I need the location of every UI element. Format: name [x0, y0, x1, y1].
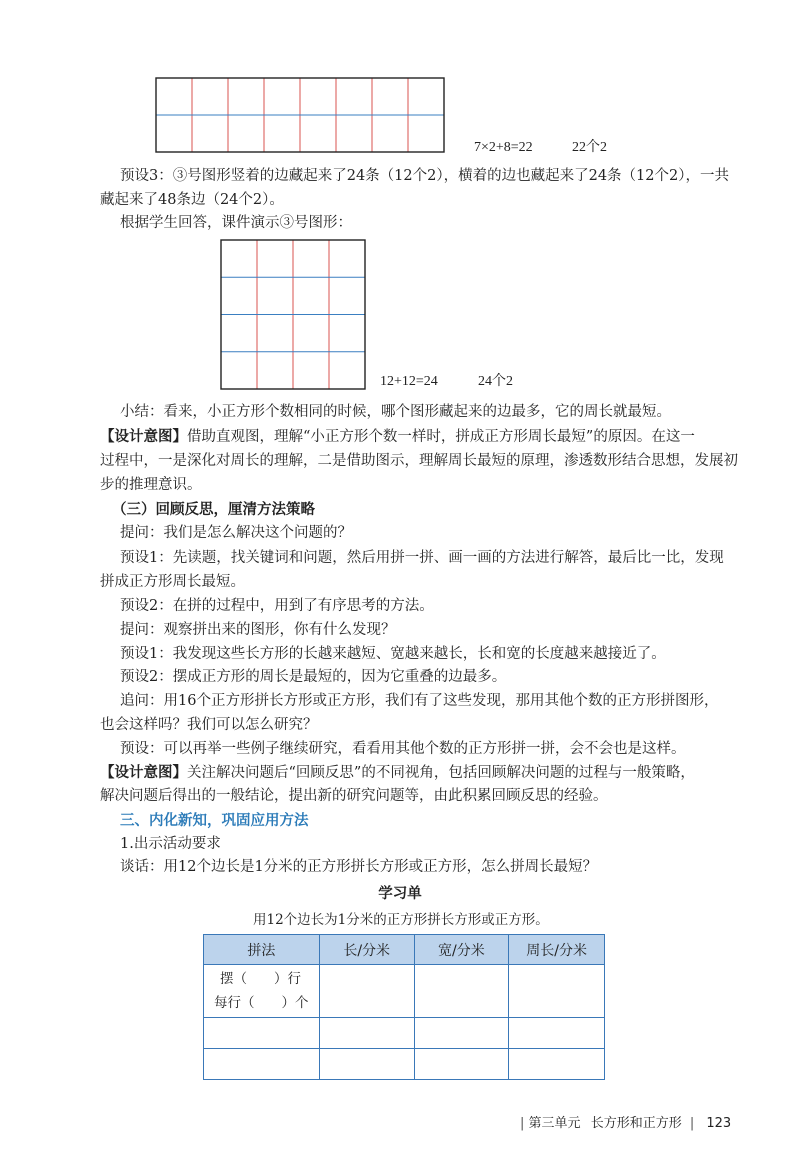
- preset3-line1: 预设3：③号图形竖着的边藏起来了24条（12个2），横着的边也藏起来了24条（12个2），一共: [120, 168, 729, 184]
- question1: 提问：我们是怎么解决这个问题的？: [120, 525, 352, 541]
- header-method: 拼法: [204, 935, 320, 965]
- length-cell[interactable]: [319, 1018, 414, 1049]
- rows-fill-blank[interactable]: 摆（ ）行: [220, 971, 301, 987]
- grid-figure-2x8: [155, 77, 445, 153]
- design-intent-label: 【设计意图】: [100, 428, 187, 445]
- table-row: [204, 1018, 605, 1049]
- worksheet-subtitle: 用12个边长为1分米的正方形拼长方形或正方形。: [253, 912, 549, 928]
- part3-title: 三、内化新知，巩固应用方法: [120, 813, 309, 829]
- worksheet-table: [203, 934, 605, 1080]
- table-header-row: [204, 935, 605, 965]
- header-length: 长/分米: [319, 935, 414, 965]
- table-row: [204, 965, 605, 1018]
- demo-text: 根据学生回答，课件演示③号图形：: [120, 215, 352, 231]
- figure1-formula: 7×2+8=22: [474, 140, 533, 155]
- finding1: 预设1：我发现这些长方形的长越来越短、宽越来越长，长和宽的长度越来越接近了。: [120, 646, 666, 662]
- perimeter-cell[interactable]: [509, 1018, 605, 1049]
- width-cell[interactable]: [414, 965, 509, 1018]
- figure2-formula: 12+12=24: [380, 374, 438, 389]
- page-footer: | 第三单元 长方形和正方形 | 123: [520, 1116, 732, 1131]
- figure2-count: 24个2: [478, 374, 513, 389]
- length-cell[interactable]: [319, 1049, 414, 1080]
- design-intent-2-line1: 【设计意图】关注解决问题后“回顾反思”的不同视角，包括回顾解决问题的过程与一般策略，: [100, 764, 695, 781]
- figure1-count: 22个2: [572, 140, 607, 155]
- design-intent-1-line3: 步的推理意识。: [100, 477, 202, 493]
- answer1-line1: 预设1：先读题，找关键词和问题，然后用拼一拼、画一画的方法进行解答，最后比一比，发现: [120, 550, 724, 566]
- method-cell[interactable]: [204, 1018, 320, 1049]
- design-intent-label: 【设计意图】: [100, 764, 187, 781]
- header-perimeter: 周长/分米: [509, 935, 605, 965]
- design-intent-2-line2: 解决问题后得出的一般结论，提出新的研究问题等，由此积累回顾反思的经验。: [100, 788, 608, 804]
- preset-continue: 预设：可以再举一些例子继续研究，看看用其他个数的正方形拼一拼，会不会也是这样。: [120, 741, 686, 757]
- perimeter-cell[interactable]: [509, 1049, 605, 1080]
- page-number: 123: [706, 1116, 732, 1131]
- question3-line2: 也会这样吗？我们可以怎么研究？: [100, 717, 318, 733]
- finding2: 预设2：摆成正方形的周长是最短的，因为它重叠的边最多。: [120, 669, 507, 685]
- talk-text: 谈话：用12个边长是1分米的正方形拼长方形或正方形，怎么拼周长最短？: [120, 859, 598, 875]
- header-width: 宽/分米: [414, 935, 509, 965]
- answer1-line2: 拼成正方形周长最短。: [100, 574, 245, 590]
- grid-figure-4x4: [220, 239, 366, 390]
- worksheet-title: 学习单: [378, 886, 422, 902]
- footer-chapter: 长方形和正方形: [590, 1116, 682, 1131]
- footer-unit: 第三单元: [528, 1116, 581, 1131]
- question3-line1: 追问：用16个正方形拼长方形或正方形，我们有了这些发现，那用其他个数的正方形拼图形，: [120, 693, 719, 709]
- section3-title: （三）回顾反思，厘清方法策略: [112, 501, 315, 518]
- summary-text: 小结：看来，小正方形个数相同的时候，哪个图形藏起来的边最多，它的周长就最短。: [120, 404, 671, 420]
- perimeter-cell[interactable]: [509, 965, 605, 1018]
- answer2: 预设2：在拼的过程中，用到了有序思考的方法。: [120, 598, 434, 614]
- method-cell: [204, 965, 320, 1018]
- design-intent-1-line1: 【设计意图】借助直观图，理解“小正方形个数一样时，拼成正方形周长最短”的原因。在这一: [100, 428, 695, 445]
- preset3-line2: 藏起来了48条边（24个2）。: [100, 192, 284, 208]
- width-cell[interactable]: [414, 1049, 509, 1080]
- design-intent-1-line2: 过程中，一是深化对周长的理解，二是借助图示，理解周长最短的原理，渗透数形结合思想，发展初: [100, 453, 738, 469]
- table-row: [204, 1049, 605, 1080]
- question2: 提问：观察拼出来的图形，你有什么发现？: [120, 622, 396, 638]
- width-cell[interactable]: [414, 1018, 509, 1049]
- length-cell[interactable]: [319, 965, 414, 1018]
- activity-item-1: 1.出示活动要求: [120, 836, 221, 852]
- method-cell[interactable]: [204, 1049, 320, 1080]
- per-row-fill-blank[interactable]: 每行（ ）个: [214, 995, 309, 1011]
